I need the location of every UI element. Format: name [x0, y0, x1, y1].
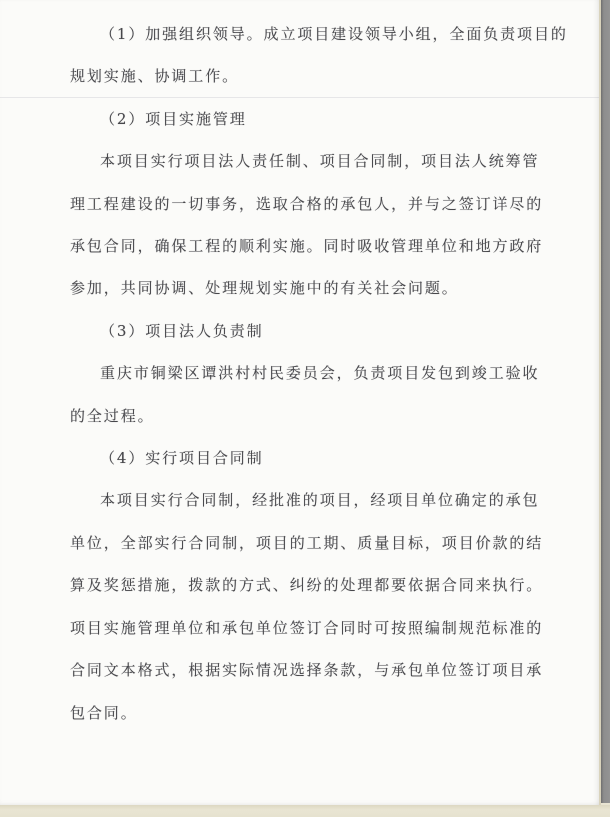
document-line: 重庆市铜梁区谭洪村村民委员会，负责项目发包到竣工验收 — [100, 364, 540, 383]
document-line: （1）加强组织领导。成立项目建设领导小组，全面负责项目的 — [100, 25, 568, 43]
document-line: 合同文本格式，根据实际情况选择条款，与承包单位签订项目承 — [70, 661, 544, 680]
document-line: 算及奖惩措施，拨款的方式、纠纷的处理都要依据合同来执行。 — [70, 576, 544, 595]
document-line: 单位，全部实行合同制，项目的工期、质量目标，项目价款的结 — [70, 533, 544, 552]
document-line: 理工程建设的一切事务，选取合格的承包人，并与之签订详尽的 — [70, 194, 544, 213]
scanner-edge-bottom — [0, 805, 610, 817]
document-line: 的全过程。 — [70, 406, 155, 425]
document-line: 规划实施、协调工作。 — [70, 67, 240, 86]
document-line: 本项目实行合同制，经批准的项目，经项目单位确定的承包 — [100, 491, 540, 510]
document-line: 参加，共同协调、处理规划实施中的有关社会问题。 — [70, 279, 459, 298]
document-line: （4）实行项目合同制 — [100, 449, 264, 468]
scanner-edge-right — [601, 0, 610, 803]
document-line: 项目实施管理单位和承包单位签订合同时可按照编制规范标准的 — [70, 618, 544, 637]
document-line: 包合同。 — [70, 703, 138, 722]
document-line: 承包合同，确保工程的顺利实施。同时吸收管理单位和地方政府 — [70, 237, 544, 256]
document-line: （2）项目实施管理 — [100, 109, 247, 128]
document-body — [70, 13, 568, 734]
document-line: 本项目实行项目法人责任制、项目合同制，项目法人统筹管 — [100, 152, 540, 171]
document-line: （3）项目法人负责制 — [100, 321, 264, 340]
